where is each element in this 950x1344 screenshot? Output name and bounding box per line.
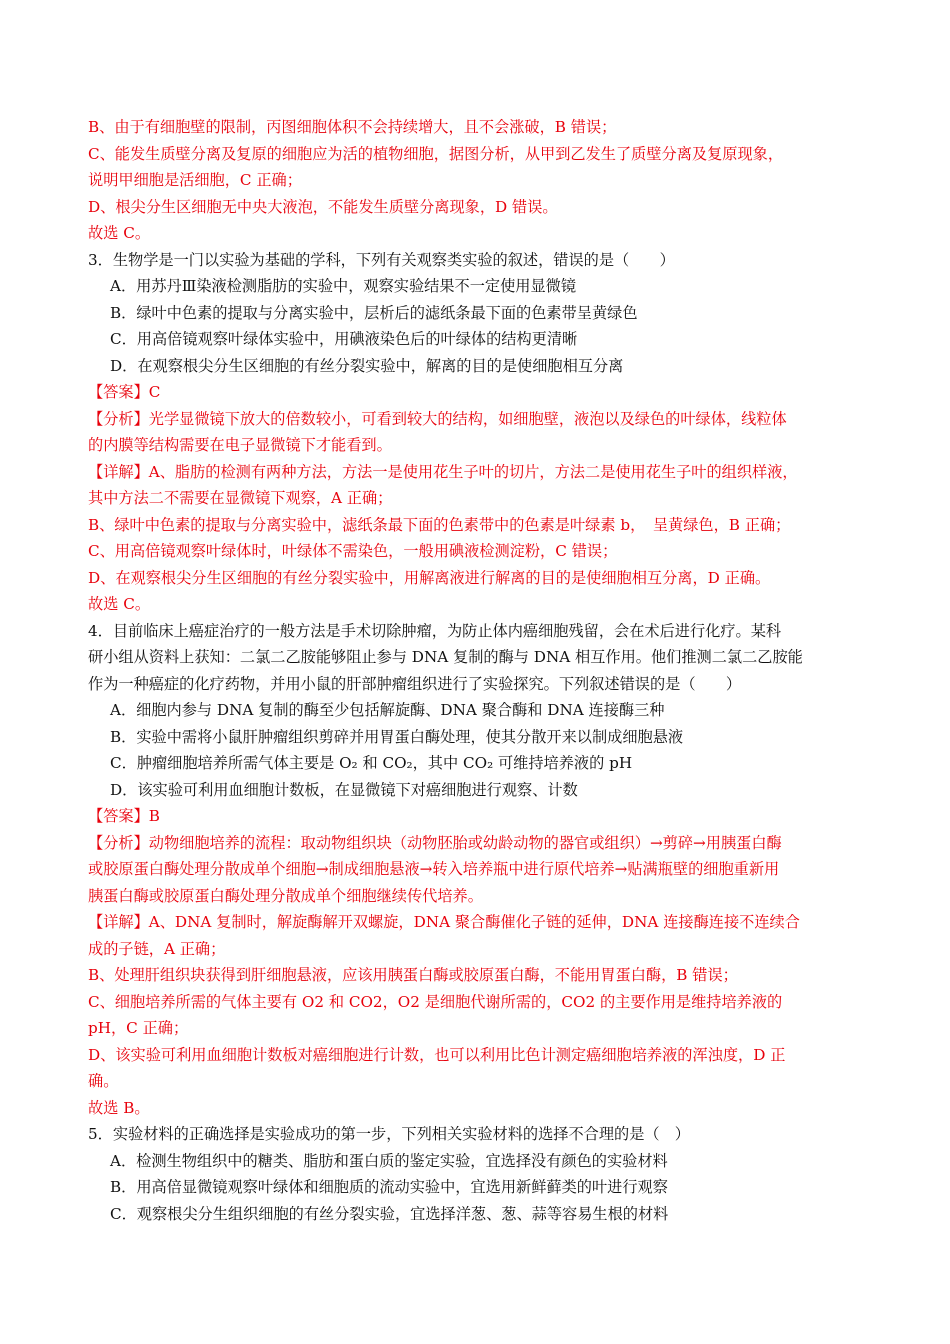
answer-line: 故选 B。: [88, 1098, 150, 1117]
option-line: C．肿瘤细胞培养所需气体主要是 O₂ 和 CO₂，其中 CO₂ 可维持培养液的 pH: [110, 754, 633, 772]
answer-line: 【答案】C: [88, 383, 161, 401]
answer-line: B、绿叶中色素的提取与分离实验中，滤纸条最下面的色素带中的色素是叶绿素 b， 呈黄绿色，B 正确；: [88, 515, 791, 534]
question-line: 作为一种癌症的化疗药物，并用小鼠的肝部肿瘤组织进行了实验探究。下列叙述错误的是（ ）: [88, 674, 742, 693]
answer-line: 【分析】动物细胞培养的流程：取动物组织块（动物胚胎或幼龄动物的器官或组织）→剪碎→用胰蛋白酶: [88, 833, 782, 852]
question-line: 3．生物学是一门以实验为基础的学科，下列有关观察类实验的叙述，错误的是（ ）: [88, 250, 675, 269]
option-line: A．细胞内参与 DNA 复制的酶至少包括解旋酶、DNA 聚合酶和 DNA 连接酶三种: [110, 701, 665, 719]
answer-line: B、由于有细胞壁的限制，丙图细胞体积不会持续增大，且不会涨破，B 错误；: [88, 118, 617, 136]
option-line: D．该实验可利用血细胞计数板，在显微镜下对癌细胞进行观察、计数: [110, 780, 578, 799]
answer-line: 【详解】A、DNA 复制时，解旋酶解开双螺旋，DNA 聚合酶催化子链的延伸，DNA 连接酶连接不连续合: [88, 913, 800, 931]
option-line: D．在观察根尖分生区细胞的有丝分裂实验中，解离的目的是使细胞相互分离: [110, 356, 624, 375]
option-line: A．用苏丹Ⅲ染液检测脂肪的实验中，观察实验结果不一定使用显微镜: [110, 277, 577, 295]
answer-line: D、该实验可利用血细胞计数板对癌细胞进行计数，也可以利用比色计测定癌细胞培养液的浑浊度，D 正: [88, 1045, 786, 1064]
document-page: [88, 114, 860, 1227]
answer-line: 【分析】光学显微镜下放大的倍数较小，可看到较大的结构，如细胞壁，液泡以及绿色的叶绿体，线粒体: [88, 409, 787, 428]
answer-line: 胰蛋白酶或胶原蛋白酶处理分散成单个细胞继续传代培养。: [88, 886, 483, 905]
answer-line: 说明甲细胞是活细胞，C 正确；: [88, 171, 302, 189]
answer-line: C、能发生质壁分离及复原的细胞应为活的植物细胞，据图分析，从甲到乙发生了质壁分离及复原现象，: [88, 144, 784, 163]
question-line: 4．目前临床上癌症治疗的一般方法是手术切除肿瘤，为防止体内癌细胞残留，会在术后进行化疗。某科: [88, 621, 782, 640]
answer-line: 成的子链，A 正确；: [88, 939, 226, 958]
option-line: B．绿叶中色素的提取与分离实验中，层析后的滤纸条最下面的色素带呈黄绿色: [110, 303, 638, 322]
answer-line: 其中方法二不需要在显微镜下观察，A 正确；: [88, 489, 393, 507]
option-line: B．用高倍显微镜观察叶绿体和细胞质的流动实验中，宜选用新鲜藓类的叶进行观察: [110, 1178, 668, 1196]
answer-line: 【详解】A、脂肪的检测有两种方法，方法一是使用花生子叶的切片，方法二是使用花生子叶的组织样液，: [88, 462, 798, 481]
answer-line: D、在观察根尖分生区细胞的有丝分裂实验中，用解离液进行解离的目的是使细胞相互分离，D 正确。: [88, 568, 771, 587]
answer-line: 的内膜等结构需要在电子显微镜下才能看到。: [88, 436, 392, 454]
answer-line: 确。: [88, 1072, 119, 1090]
answer-line: D、根尖分生区细胞无中央大液泡，不能发生质壁分离现象，D 错误。: [88, 197, 558, 216]
answer-line: B、处理肝组织块获得到肝细胞悬液，应该用胰蛋白酶或胶原蛋白酶，不能用胃蛋白酶，B 错误；: [88, 966, 738, 984]
question-line: 研小组从资料上获知：二氯二乙胺能够阻止参与 DNA 复制的酶与 DNA 相互作用。他们推测二氯二乙胺能: [88, 648, 803, 666]
option-line: B．实验中需将小鼠肝肿瘤组织剪碎并用胃蛋白酶处理，使其分散开来以制成细胞悬液: [110, 727, 684, 746]
question-line: 5．实验材料的正确选择是实验成功的第一步，下列相关实验材料的选择不合理的是（ ）: [88, 1125, 690, 1143]
answer-line: 故选 C。: [88, 595, 151, 613]
option-line: A．检测生物组织中的糖类、脂肪和蛋白质的鉴定实验，宜选择没有颜色的实验材料: [110, 1151, 668, 1170]
answer-line: C、用高倍镜观察叶绿体时，叶绿体不需染色，一般用碘液检测淀粉，C 错误；: [88, 542, 618, 560]
answer-line: 【答案】B: [88, 807, 160, 825]
answer-line: pH，C 正确；: [88, 1019, 189, 1037]
answer-line: 或胶原蛋白酶处理分散成单个细胞→制成细胞悬液→转入培养瓶中进行原代培养→贴满瓶壁的细胞重新用: [88, 860, 780, 878]
option-line: C．用高倍镜观察叶绿体实验中，用碘液染色后的叶绿体的结构更清晰: [110, 330, 578, 348]
answer-line: 故选 C。: [88, 224, 151, 242]
answer-line: C、细胞培养所需的气体主要有 O2 和 CO2，O2 是细胞代谢所需的，CO2 的主要作用是维持培养液的: [88, 992, 783, 1011]
option-line: C．观察根尖分生组织细胞的有丝分裂实验，宜选择洋葱、葱、蒜等容易生根的材料: [110, 1204, 669, 1223]
